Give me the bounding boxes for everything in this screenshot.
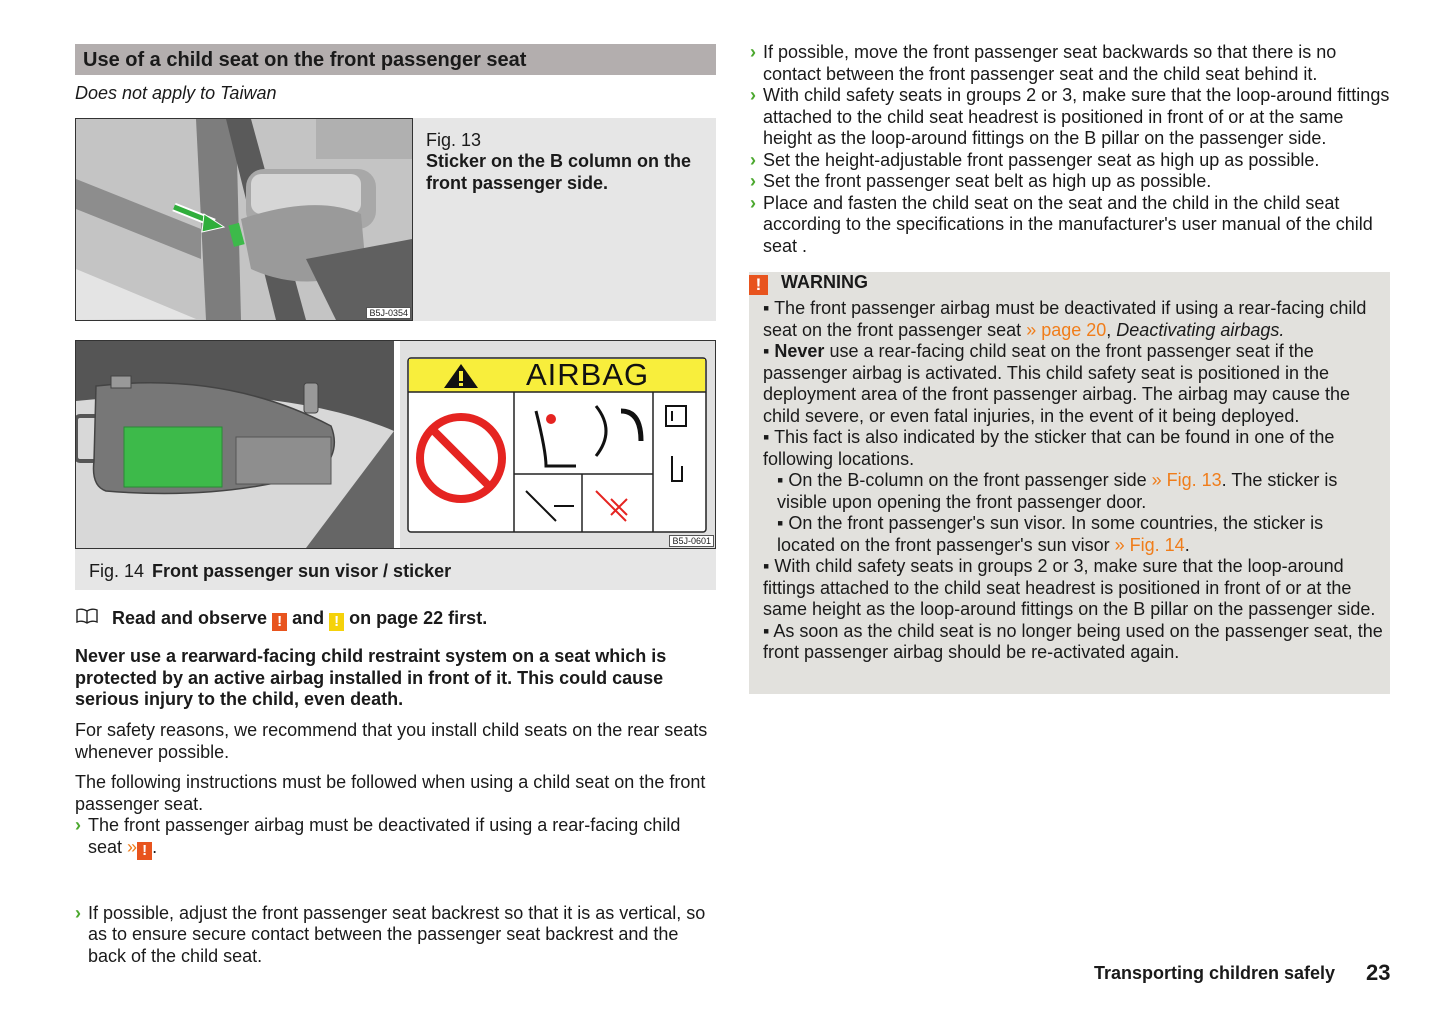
punctuation: .	[1184, 534, 1190, 555]
section-heading-text: Use of a child seat on the front passenger seat	[83, 49, 527, 71]
fig-14-link[interactable]: » Fig. 14	[1114, 534, 1185, 555]
warning-content	[763, 298, 1383, 664]
read-observe-and: and	[292, 608, 325, 628]
figure-14	[75, 340, 716, 590]
chevron-icon: ›	[750, 42, 756, 62]
figure-13-caption: Sticker on the B column on the front passenger side.	[426, 151, 692, 193]
page-number: 23	[1366, 960, 1391, 985]
read-observe-note	[75, 608, 487, 631]
warning-text: . The sticker is visible upon opening the front passenger door.	[777, 470, 1338, 512]
chevron-icon: ›	[750, 192, 756, 213]
figure-14-number: Fig. 14	[89, 561, 145, 581]
fig-13-link[interactable]: » Fig. 13	[1151, 470, 1222, 490]
warning-text: With child safety seats in groups 2 or 3, make sure that the loop-around fittings attached to the child seat headrest is positioned in front of or at the same height as the loop-around fittings on the B pillar on the passenger side.	[763, 556, 1376, 619]
instruction-text: The front passenger airbag must be deactivated if using a rear-facing child seat	[88, 815, 681, 857]
warning-title: WARNING	[781, 272, 869, 292]
warning-text: use a rear-facing child seat on the front passenger seat if the passenger airbag is activated. This child safety seat is positioned in the deployment area of the front passenger airbag. The airbag may cause the child severe, or even fatal injuries, in the event of it being deployed.	[763, 341, 1351, 426]
warning-subitem: ▪ On the B-column on the front passenger side » Fig. 13. The sticker is visible upon opening the front passenger door.	[777, 470, 1338, 512]
warning-item: ▪ With child safety seats in groups 2 or 3, make sure that the loop-around fittings attached to the child seat headrest is positioned in front of or at the same height as the loop-around fittings on the B pillar on the passenger side.	[763, 556, 1376, 619]
warning-header	[749, 272, 868, 295]
figure-13-number: Fig. 13	[426, 130, 482, 150]
instruction-list	[750, 42, 1390, 257]
instruction-item	[750, 193, 1390, 258]
figure-14-image	[75, 340, 716, 549]
warning-text: The front passenger airbag must be deactivated if using a rear-facing child seat on the front passenger seat	[763, 298, 1367, 340]
figure-14-caption: Front passenger sun visor / sticker	[152, 561, 452, 581]
warning-icon: !	[749, 275, 768, 295]
region-note: Does not apply to Taiwan	[75, 83, 277, 103]
warning-box	[749, 272, 1390, 694]
punctuation: ,	[1106, 319, 1112, 340]
punctuation: .	[152, 836, 158, 857]
warning-text: On the front passenger's sun visor. In some countries, the sticker is located on the front passenger's sun visor	[777, 513, 1324, 555]
warning-item: ▪ The front passenger airbag must be deactivated if using a rear-facing child seat on the front passenger seat » page 20, Deactivating airbags.	[763, 298, 1367, 340]
instruction-backrest	[75, 903, 715, 968]
instruction-item	[750, 85, 1390, 150]
read-observe-prefix: Read and observe	[112, 608, 268, 628]
chevron-icon: ›	[75, 815, 81, 835]
chevron-icon: ›	[750, 171, 756, 191]
warning-icon[interactable]: !	[137, 842, 152, 860]
instruction-text: If possible, adjust the front passenger seat backrest so that it is as vertical, so as to ensure secure contact between the passenger seat backrest and the back of the child seat.	[88, 902, 706, 966]
instruction-deactivate-airbag	[75, 815, 702, 860]
warning-text: On the B-column on the front passenger side	[788, 470, 1147, 490]
figure-13	[75, 118, 716, 321]
instruction-text: Set the height-adjustable front passenger seat as high up as possible.	[763, 149, 1320, 170]
warning-icon: !	[272, 613, 287, 631]
warning-text: As soon as the child seat is no longer being used on the passenger seat, the front passenger airbag should be re-activated again.	[763, 620, 1383, 662]
warning-item: ▪ As soon as the child seat is no longer being used on the passenger seat, the front passenger airbag should be re-activated again.	[763, 620, 1383, 662]
chevron-icon: ›	[75, 902, 81, 923]
figure-13-image	[75, 118, 413, 321]
instruction-item	[750, 42, 1390, 85]
warning-text: This fact is also indicated by the sticker that can be found in one of the following locations.	[763, 427, 1335, 469]
warning-item: ▪ Never use a rear-facing child seat on the front passenger seat if the passenger airbag is activated. This child safety seat is positioned in the deployment area of the front passenger airbag. The airbag may cause the child severe, or even fatal injuries, in the event of it being deployed.	[763, 341, 1351, 426]
figure-14-code: B5J-0601	[669, 535, 714, 547]
book-icon	[75, 608, 104, 628]
instruction-text: Set the front passenger seat belt as high up as possible.	[763, 171, 1212, 191]
chevron-icon: ›	[750, 149, 756, 170]
instruction-text: Place and fasten the child seat on the seat and the child in the child seat according to the specifications in the manufacturer's user manual of the child seat .	[763, 192, 1373, 256]
instruction-text: If possible, move the front passenger seat backwards so that there is no contact between the front passenger seat and the child seat behind it.	[763, 42, 1337, 84]
warning-item: ▪ This fact is also indicated by the sticker that can be found in one of the following locations.	[763, 427, 1335, 469]
footer-section-title: Transporting children safely	[1093, 963, 1335, 983]
airbag-sticker-title: AIRBAG	[526, 357, 650, 392]
instruction-item	[750, 171, 1390, 193]
section-heading	[75, 44, 716, 75]
page-20-link[interactable]: » page 20	[1026, 319, 1107, 340]
danger-paragraph: Never use a rearward-facing child restraint system on a seat which is protected by an active airbag installed in front of it. This could cause serious injury to the child, even death.	[75, 646, 667, 709]
cross-reference-link[interactable]: »	[127, 836, 138, 857]
reference-title: Deactivating airbags.	[1116, 319, 1285, 340]
note-icon: !	[329, 613, 344, 631]
b-column-sticker-illustration	[76, 119, 412, 320]
read-observe-suffix: on page 22 first.	[349, 608, 488, 628]
paragraph-rear-seats: For safety reasons, we recommend that you install child seats on the rear seats whenever possible.	[75, 720, 708, 762]
warning-subitem: ▪ On the front passenger's sun visor. In some countries, the sticker is located on the front passenger's sun visor » Fig. 14.	[777, 513, 1324, 555]
figure-13-code: B5J-0354	[366, 307, 411, 319]
emphasis: Never	[774, 341, 825, 361]
instruction-item	[750, 150, 1390, 172]
chevron-icon: ›	[750, 85, 756, 105]
paragraph-instructions: The following instructions must be followed when using a child seat on the front passenger seat.	[75, 772, 706, 814]
instruction-text: With child safety seats in groups 2 or 3, make sure that the loop-around fittings attached to the child seat headrest is positioned in front of or at the same height as the loop-around fittings on the B pillar on the passenger side.	[763, 85, 1390, 148]
